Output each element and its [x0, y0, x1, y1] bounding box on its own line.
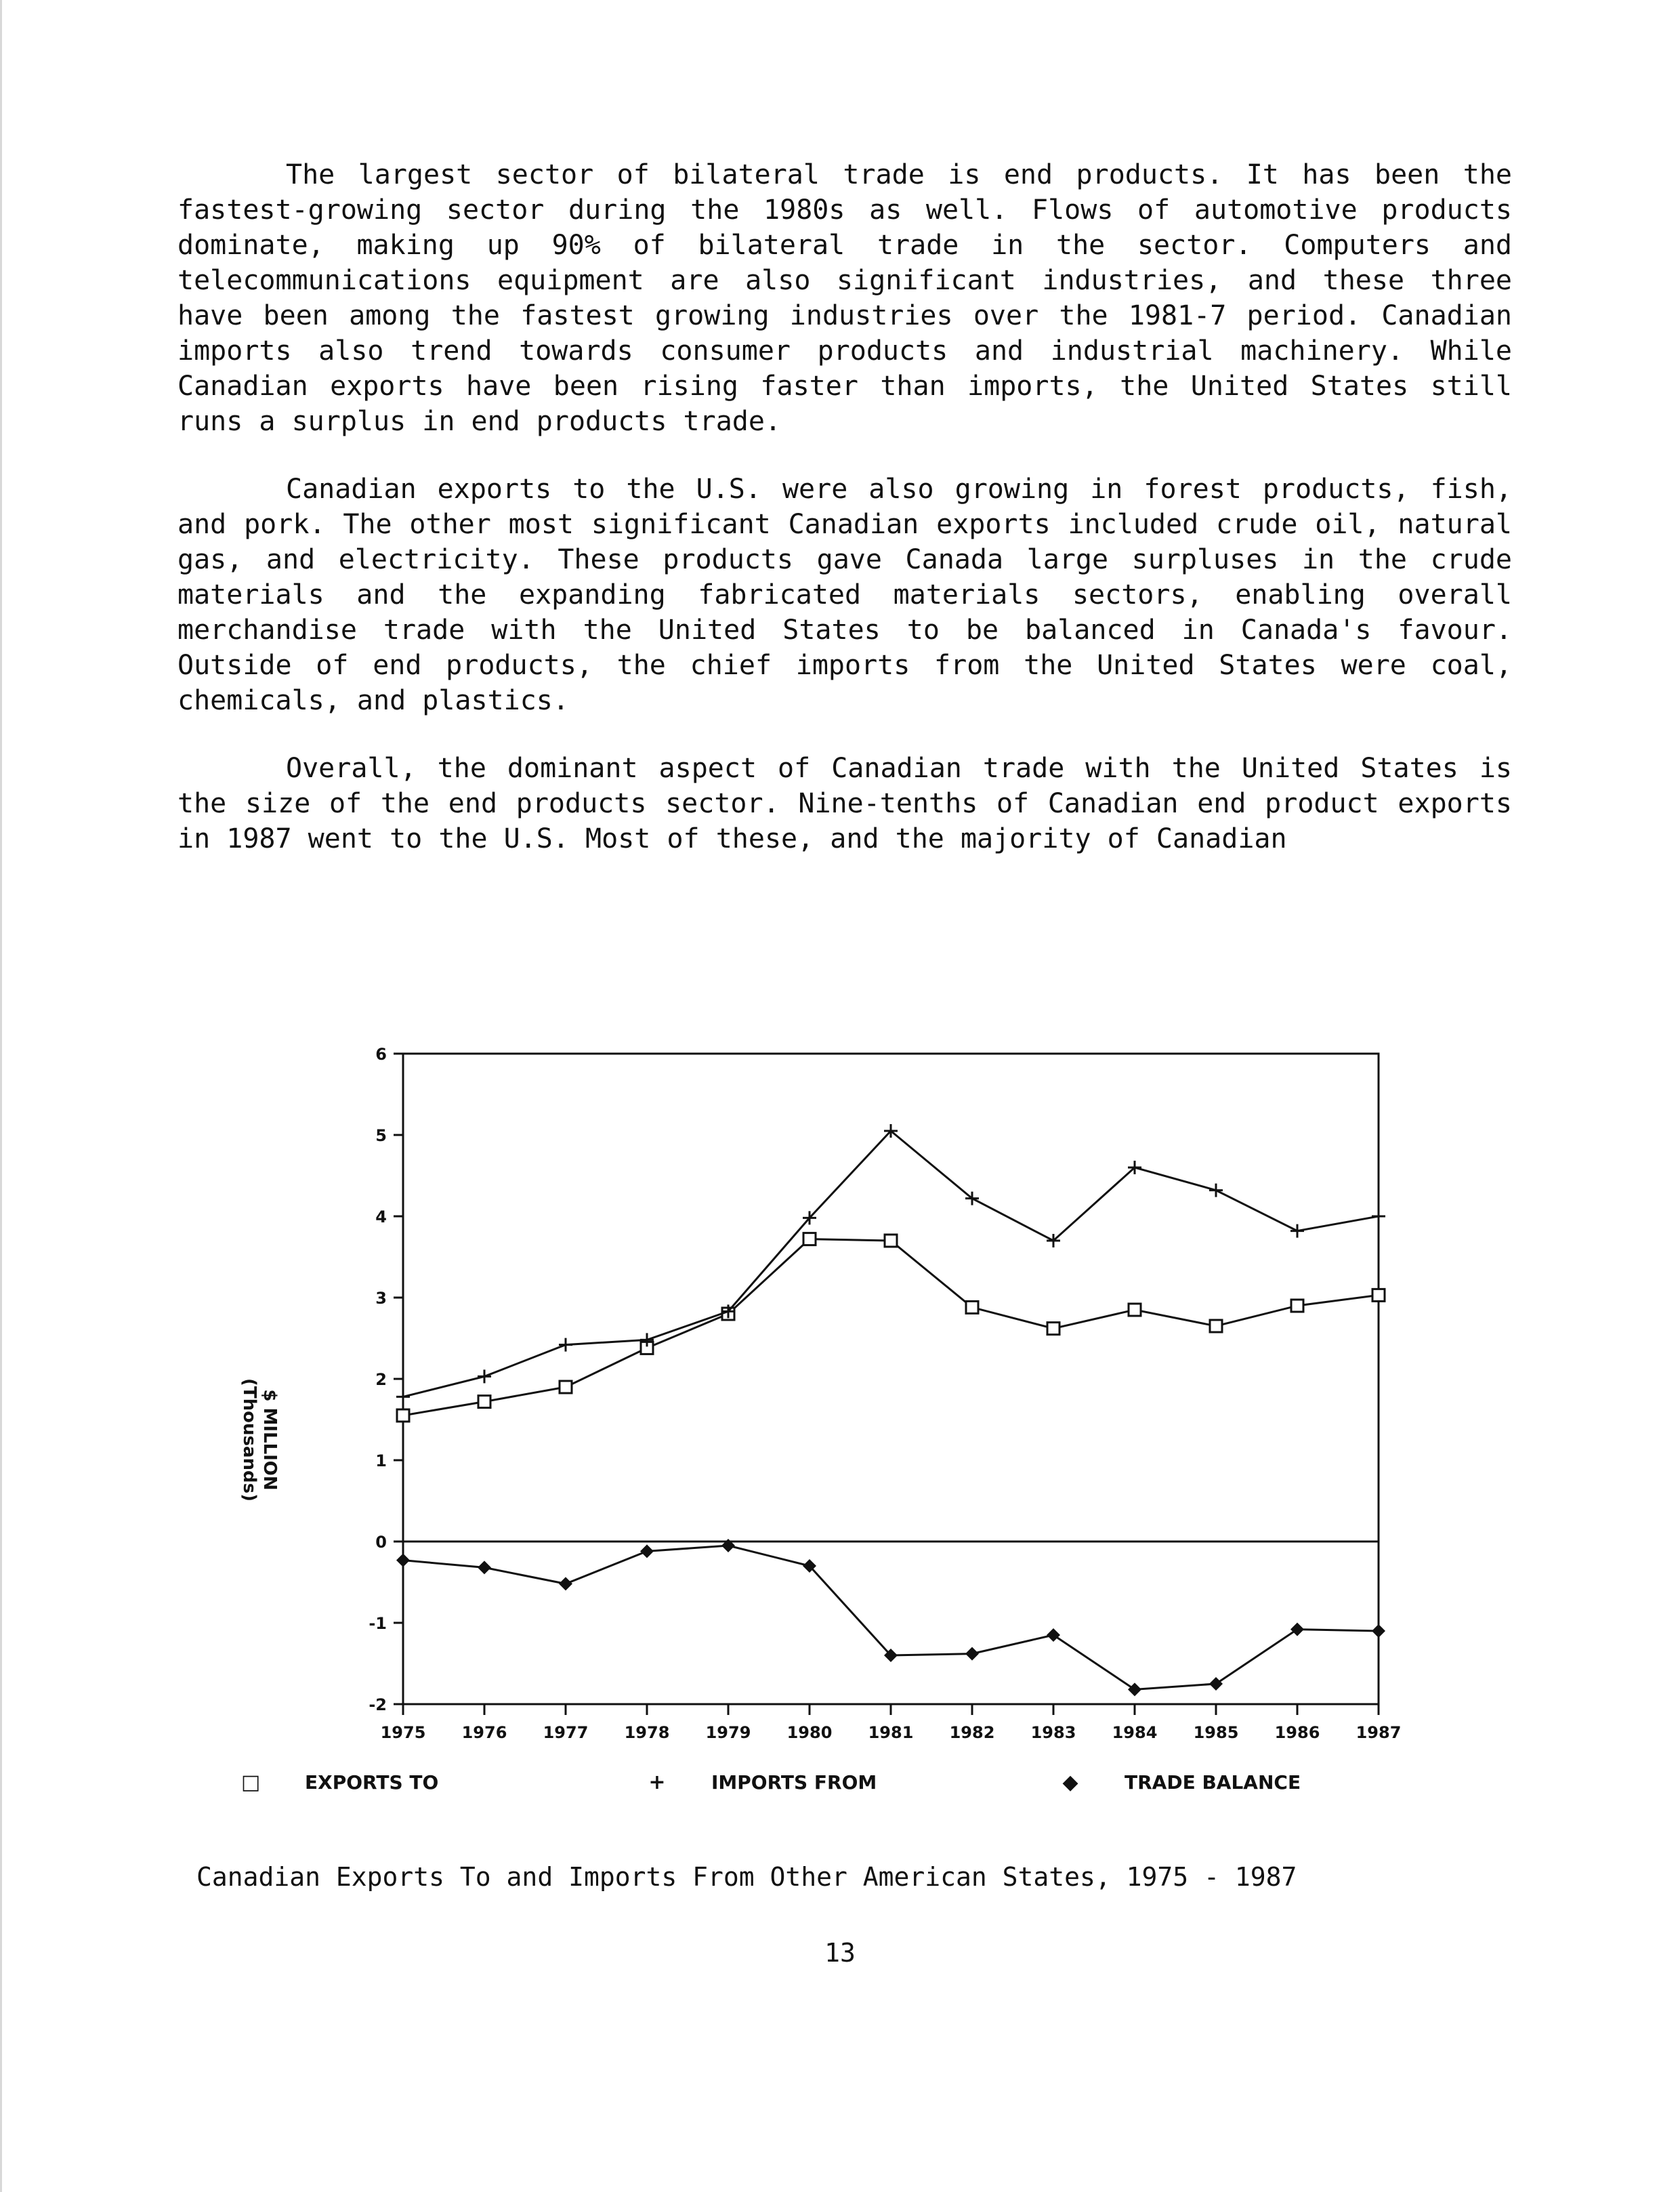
legend-label: IMPORTS FROM — [711, 1771, 877, 1794]
legend-symbol: □ — [240, 1771, 261, 1794]
exports-point — [1210, 1320, 1222, 1332]
y-tick-label: -1 — [369, 1614, 387, 1633]
series-line-imports-from — [403, 1131, 1379, 1397]
series-line-exports-to — [403, 1239, 1379, 1415]
x-tick-label: 1986 — [1274, 1723, 1320, 1742]
exports-point — [560, 1381, 572, 1393]
legend-symbol: ◆ — [1062, 1771, 1078, 1794]
x-tick-label: 1985 — [1193, 1723, 1239, 1742]
y-tick-label: 4 — [375, 1207, 387, 1226]
figure-caption: Canadian Exports To and Imports From Other American States, 1975 - 1987 — [196, 1862, 1297, 1892]
exports-point — [1129, 1304, 1141, 1316]
legend-symbol: + — [648, 1771, 666, 1794]
plot-frame — [403, 1054, 1379, 1704]
x-tick-label: 1978 — [624, 1723, 670, 1742]
balance-point — [1047, 1628, 1060, 1642]
balance-point — [1290, 1623, 1304, 1636]
exports-point — [803, 1233, 816, 1245]
y-tick-label: 3 — [375, 1289, 387, 1308]
y-tick-label: 5 — [375, 1126, 387, 1145]
balance-point — [396, 1554, 410, 1567]
x-tick-label: 1980 — [786, 1723, 833, 1742]
x-tick-label: 1983 — [1030, 1723, 1076, 1742]
exports-point — [1047, 1323, 1059, 1335]
chart-svg — [224, 1030, 1416, 1823]
page-edge — [0, 0, 2, 2192]
x-tick-label: 1982 — [949, 1723, 995, 1742]
imports-point — [1290, 1224, 1304, 1238]
x-tick-label: 1975 — [380, 1723, 426, 1742]
x-tick-label: 1981 — [868, 1723, 914, 1742]
y-tick-label: 0 — [375, 1533, 387, 1552]
balance-point — [478, 1560, 491, 1574]
x-tick-label: 1979 — [705, 1723, 751, 1742]
imports-point — [396, 1390, 410, 1403]
exports-point — [397, 1409, 409, 1422]
x-tick-label: 1977 — [543, 1723, 589, 1742]
y-axis-sublabel: (Thousands) — [239, 1378, 259, 1502]
y-tick-label: -2 — [369, 1695, 387, 1714]
balance-point — [559, 1577, 572, 1590]
imports-point — [1372, 1209, 1385, 1223]
imports-point — [559, 1338, 572, 1352]
y-tick-label: 2 — [375, 1370, 387, 1389]
exports-point — [1372, 1289, 1385, 1301]
exports-point — [885, 1235, 897, 1247]
legend-label: TRADE BALANCE — [1125, 1771, 1301, 1794]
balance-point — [1372, 1624, 1385, 1638]
imports-point — [1209, 1184, 1223, 1197]
exports-point — [478, 1396, 490, 1408]
imports-point — [478, 1369, 491, 1383]
paragraph-1: The largest sector of bilateral trade is end products. It has been the fastest-growing sector during the 1980s as well. Flows of automotive products dominate, making up 90% of bilateral trade in the sector. Computers and telecommunications equipment are also significant industries, and these three have been among the fastest growing industries over the 1981-7 period. Canadian imports also trend towards consumer products and industrial machinery. While Canadian exports have been rising faster than imports, the United States still runs a surplus in end products trade. — [177, 159, 1512, 437]
body-text — [177, 157, 1512, 889]
balance-point — [640, 1544, 654, 1558]
series-line-trade-balance — [403, 1546, 1379, 1689]
balance-point — [1128, 1682, 1141, 1696]
exports-point — [966, 1301, 978, 1313]
paragraph-3: Overall, the dominant aspect of Canadian trade with the United States is the size of the end products sector. Nine-tenths of Canadian end product exports in 1987 went to the U.S. Most of these, and the majority of Canadian — [177, 753, 1512, 854]
balance-point — [1209, 1677, 1223, 1691]
balance-point — [965, 1647, 979, 1661]
y-tick-label: 6 — [375, 1045, 387, 1064]
x-tick-label: 1976 — [461, 1723, 507, 1742]
y-axis-label: $ MILLION — [259, 1389, 280, 1491]
trade-chart — [224, 1030, 1416, 1823]
exports-point — [1291, 1300, 1303, 1312]
y-tick-label: 1 — [375, 1451, 387, 1470]
page-number: 13 — [824, 1938, 856, 1968]
x-tick-label: 1987 — [1356, 1723, 1402, 1742]
x-tick-label: 1984 — [1112, 1723, 1158, 1742]
legend-label: EXPORTS TO — [305, 1771, 439, 1794]
paragraph-2: Canadian exports to the U.S. were also growing in forest products, fish, and pork. The other most significant Canadian exports included crude oil, natural gas, and electricity. These products gave Canada large surpluses in the crude materials and the expanding fabricated materials sectors, enabling overall merchandise trade with the United States to be balanced in Canada's favour. Outside of end products, the chief imports from the United States were coal, chemicals, and plastics. — [177, 474, 1512, 716]
